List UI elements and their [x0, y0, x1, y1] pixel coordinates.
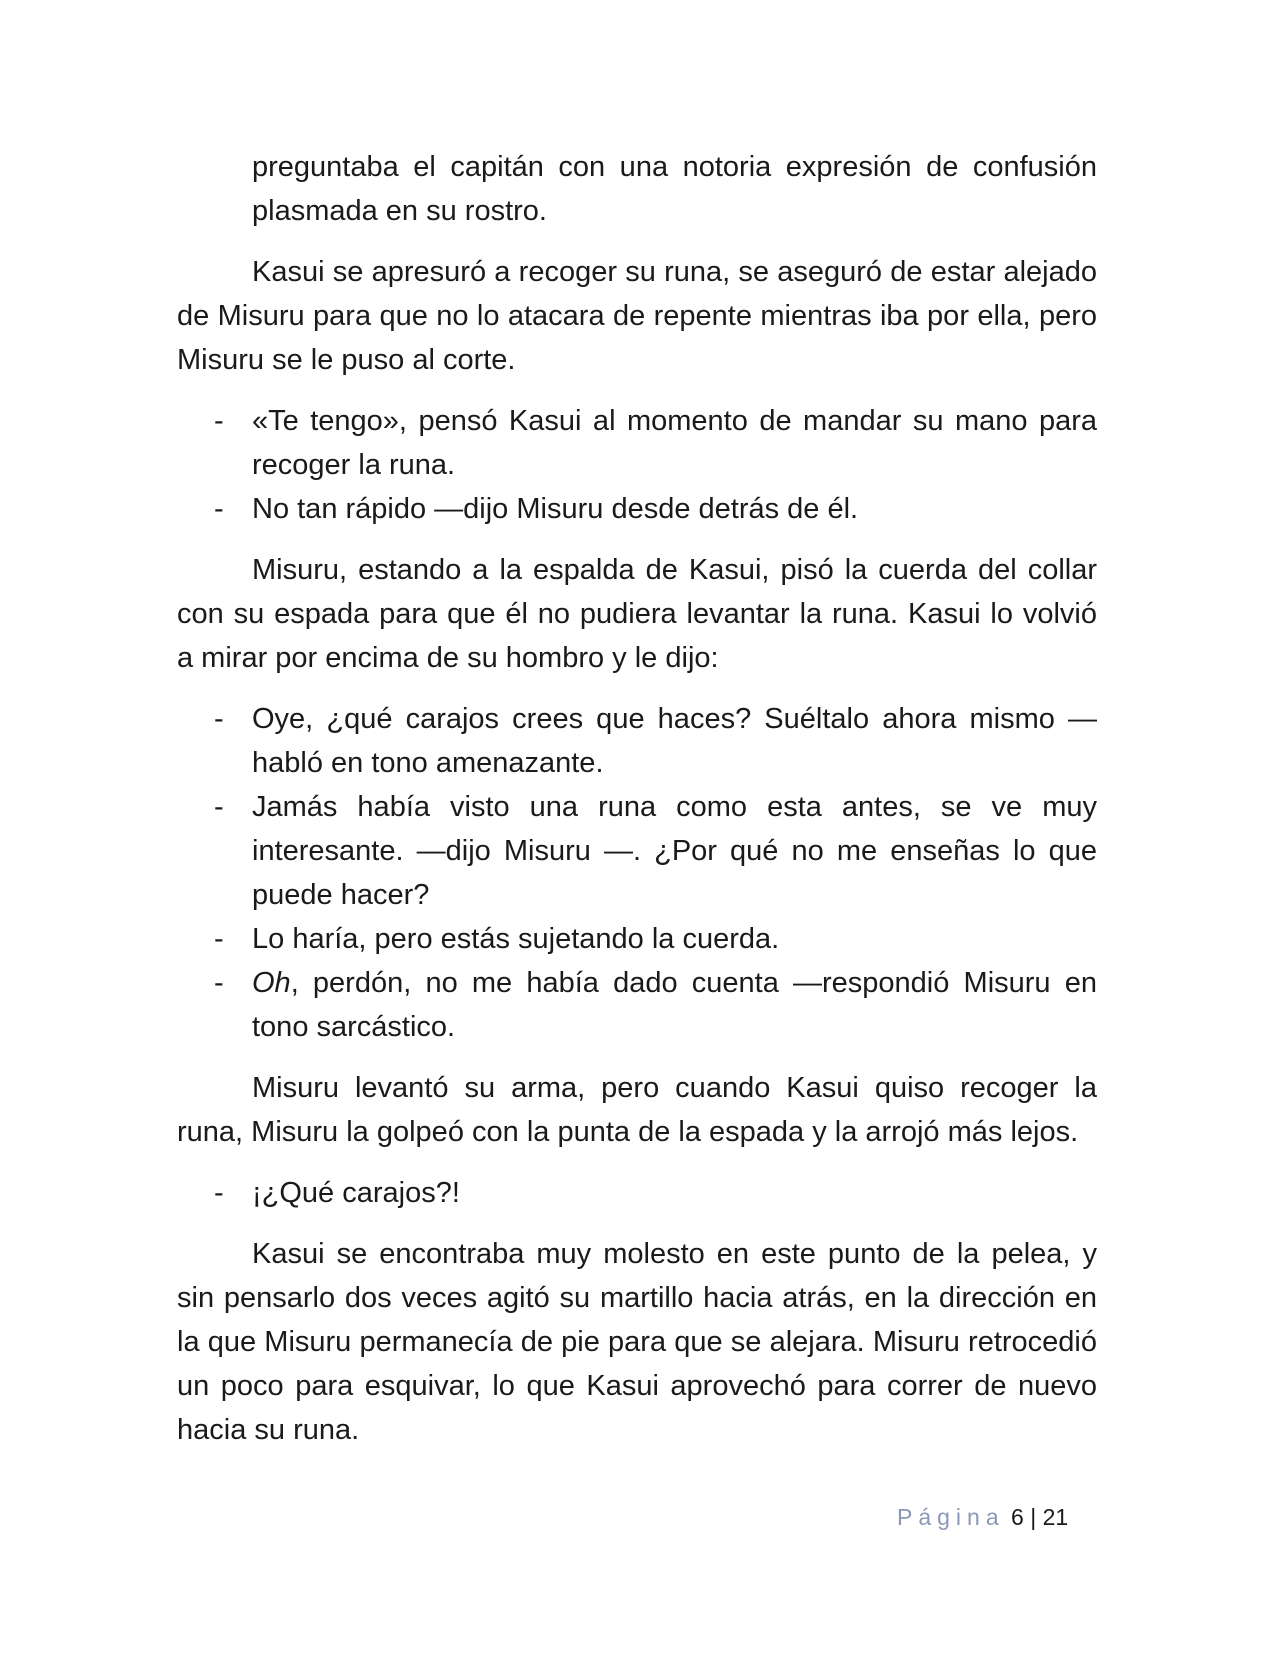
dialogue-line: [177, 961, 1097, 1049]
dialogue-dash: -: [214, 923, 224, 955]
dialogue-text: Jamás había visto una runa como esta antes, se ve muy interesante. —dijo Misuru —. ¿Por qué no me enseñas lo que puede hacer?: [252, 791, 1097, 911]
dialogue-list-2: [177, 697, 1097, 1049]
dialogue-line: [177, 917, 1097, 961]
dialogue-text: Lo haría, pero estás sujetando la cuerda.: [252, 923, 780, 955]
narration-paragraph-4: Kasui se encontraba muy molesto en este punto de la pelea, y sin pensarlo dos veces agitó su martillo hacia atrás, en la dirección en la que Misuru permanecía de pie para que se alejara. Misuru retrocedió un poco para esquivar, lo que Kasui aprovechó para correr de nuevo hacia su runa.: [177, 1238, 1097, 1446]
narration-paragraph-2: Misuru, estando a la espalda de Kasui, pisó la cuerda del collar con su espada para que él no pudiera levantar la runa. Kasui lo volvió a mirar por encima de su hombro y le dijo:: [177, 554, 1097, 674]
footer-page-number: 6: [1011, 1504, 1024, 1530]
dialogue-dash: -: [214, 791, 224, 823]
footer-separator: |: [1030, 1504, 1037, 1530]
dialogue-dash: -: [214, 493, 224, 525]
dialogue-text: , perdón, no me había dado cuenta —respondió Misuru en tono sarcástico.: [252, 967, 1097, 1043]
dialogue-dash: -: [214, 405, 224, 437]
narration-paragraph-3: Misuru levantó su arma, pero cuando Kasui quiso recoger la runa, Misuru la golpeó con la punta de la espada y la arrojó más lejos.: [177, 1072, 1097, 1148]
dialogue-text: ¡¿Qué carajos?!: [252, 1177, 460, 1209]
dialogue-text: «Te tengo», pensó Kasui al momento de mandar su mano para recoger la runa.: [252, 405, 1097, 481]
dialogue-text: No tan rápido —dijo Misuru desde detrás de él.: [252, 493, 859, 525]
footer-label: Página: [897, 1504, 1005, 1530]
dialogue-dash: -: [214, 703, 224, 735]
footer-total-pages: 21: [1042, 1504, 1069, 1530]
dialogue-line: [177, 697, 1097, 785]
page-body: [177, 145, 1097, 1469]
narration-paragraph-1: Kasui se apresuró a recoger su runa, se aseguró de estar alejado de Misuru para que no lo atacara de repente mientras iba por ella, pero Misuru se le puso al corte.: [177, 256, 1097, 376]
dialogue-text: Oye, ¿qué carajos crees que haces? Suéltalo ahora mismo —habló en tono amenazante.: [252, 703, 1097, 779]
continuation-paragraph: preguntaba el capitán con una notoria expresión de confusión plasmada en su rostro.: [252, 151, 1097, 227]
page-footer: [897, 1502, 1068, 1532]
dialogue-dash: -: [214, 967, 224, 999]
dialogue-italic-word: Oh: [252, 967, 291, 999]
dialogue-list-3: [177, 1171, 1097, 1215]
dialogue-line: [177, 785, 1097, 917]
dialogue-line: [177, 399, 1097, 487]
dialogue-list-1: [177, 399, 1097, 531]
dialogue-dash: -: [214, 1177, 224, 1209]
dialogue-line: [177, 1171, 1097, 1215]
dialogue-line: [177, 487, 1097, 531]
